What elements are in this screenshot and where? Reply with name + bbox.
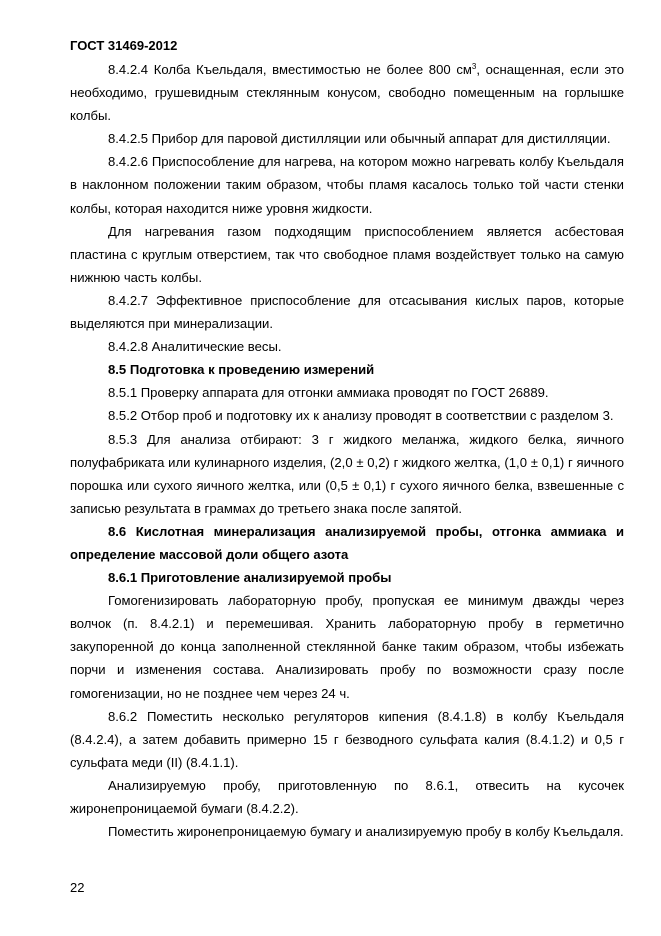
- paragraph-weigh-sample: Анализируемую пробу, приготовленную по 8.6.1, отвесить на кусочек жиронепроницаемой бумаги (8.4.2.2).: [70, 777, 624, 816]
- paragraph-8-4-2-7: 8.4.2.7 Эффективное приспособление для отсасывания кислых паров, которые выделяются при минерализации.: [70, 292, 624, 332]
- paragraph-8-5-1: 8.5.1 Проверку аппарата для отгонки аммиака проводят по ГОСТ 26889.: [108, 385, 549, 401]
- paragraph-8-5-3: 8.5.3 Для анализа отбирают: 3 г жидкого меланжа, жидкого белка, яичного полуфабриката или кулинарного изделия, (2,0 ± 0,2) г жидкого желтка, (1,0 ± 0,1) г яичного порошка или сухого яичного желтка, или (0,5 ± 0,1) г сухого яичного белка, взвешенные с записью результата в граммах до третьего знака после запятой.: [70, 431, 624, 516]
- paragraph-8-4-2-4: [70, 58, 624, 127]
- paragraph-gas-heating: Для нагревания газом подходящим приспособлением является асбестовая пластина с круглым отверстием, так что свободное пламя воздействует только на самую нижнюю часть колбы.: [70, 223, 624, 285]
- section-heading-8-6: 8.6 Кислотная минерализация анализируемой пробы, отгонка аммиака и определение массовой доли общего азота: [70, 523, 624, 562]
- document-body: [70, 58, 624, 843]
- paragraph-8-6-2: 8.6.2 Поместить несколько регуляторов кипения (8.4.1.8) в колбу Къельдаля (8.4.2.4), а затем добавить примерно 15 г безводного сульфата калия (8.4.1.2) и 0,5 г сульфата меди (II) (8.4.1.1).: [70, 708, 624, 770]
- subsection-heading-8-6-1: 8.6.1 Приготовление анализируемой пробы: [108, 570, 392, 586]
- paragraph-8-5-2: 8.5.2 Отбор проб и подготовку их к анализу проводят в соответствии с разделом 3.: [108, 408, 614, 424]
- section-heading-8-5: 8.5 Подготовка к проведению измерений: [108, 362, 375, 378]
- paragraph-8-4-2-8: 8.4.2.8 Аналитические весы.: [108, 339, 282, 355]
- paragraph-homogenize: Гомогенизировать лабораторную пробу, пропуская ее минимум дважды через волчок (п. 8.4.2.1) и перемешивая. Хранить лабораторную пробу в герметично закупоренной до конца заполненной стеклянной банке таким образом, чтобы избежать порчи и изменения состава. Анализировать пробу по возможности сразу после гомогенизации, но не позднее чем через 24 ч.: [70, 593, 624, 701]
- paragraph-text: , оснащенная, если это необходимо, грушевидным стеклянным конусом, свободно помещенным на горлышке колбы.: [70, 62, 624, 124]
- document-header: ГОСТ 31469-2012: [70, 38, 178, 53]
- paragraph-place-paper: Поместить жиронепроницаемую бумагу и анализируемую пробу в колбу Къельдаля.: [108, 824, 624, 840]
- paragraph-8-4-2-6: 8.4.2.6 Приспособление для нагрева, на котором можно нагревать колбу Къельдаля в наклонном положении таким образом, чтобы пламя касалось только той части стенки колбы, которая находится ниже уровня жидкости.: [70, 154, 624, 216]
- paragraph-text: 8.4.2.4 Колба Къельдаля, вместимостью не более 800 см: [108, 62, 472, 77]
- paragraph-8-4-2-5: 8.4.2.5 Прибор для паровой дистилляции или обычный аппарат для дистилляции.: [108, 131, 611, 147]
- superscript: 3: [471, 62, 477, 71]
- page-number: 22: [70, 880, 85, 895]
